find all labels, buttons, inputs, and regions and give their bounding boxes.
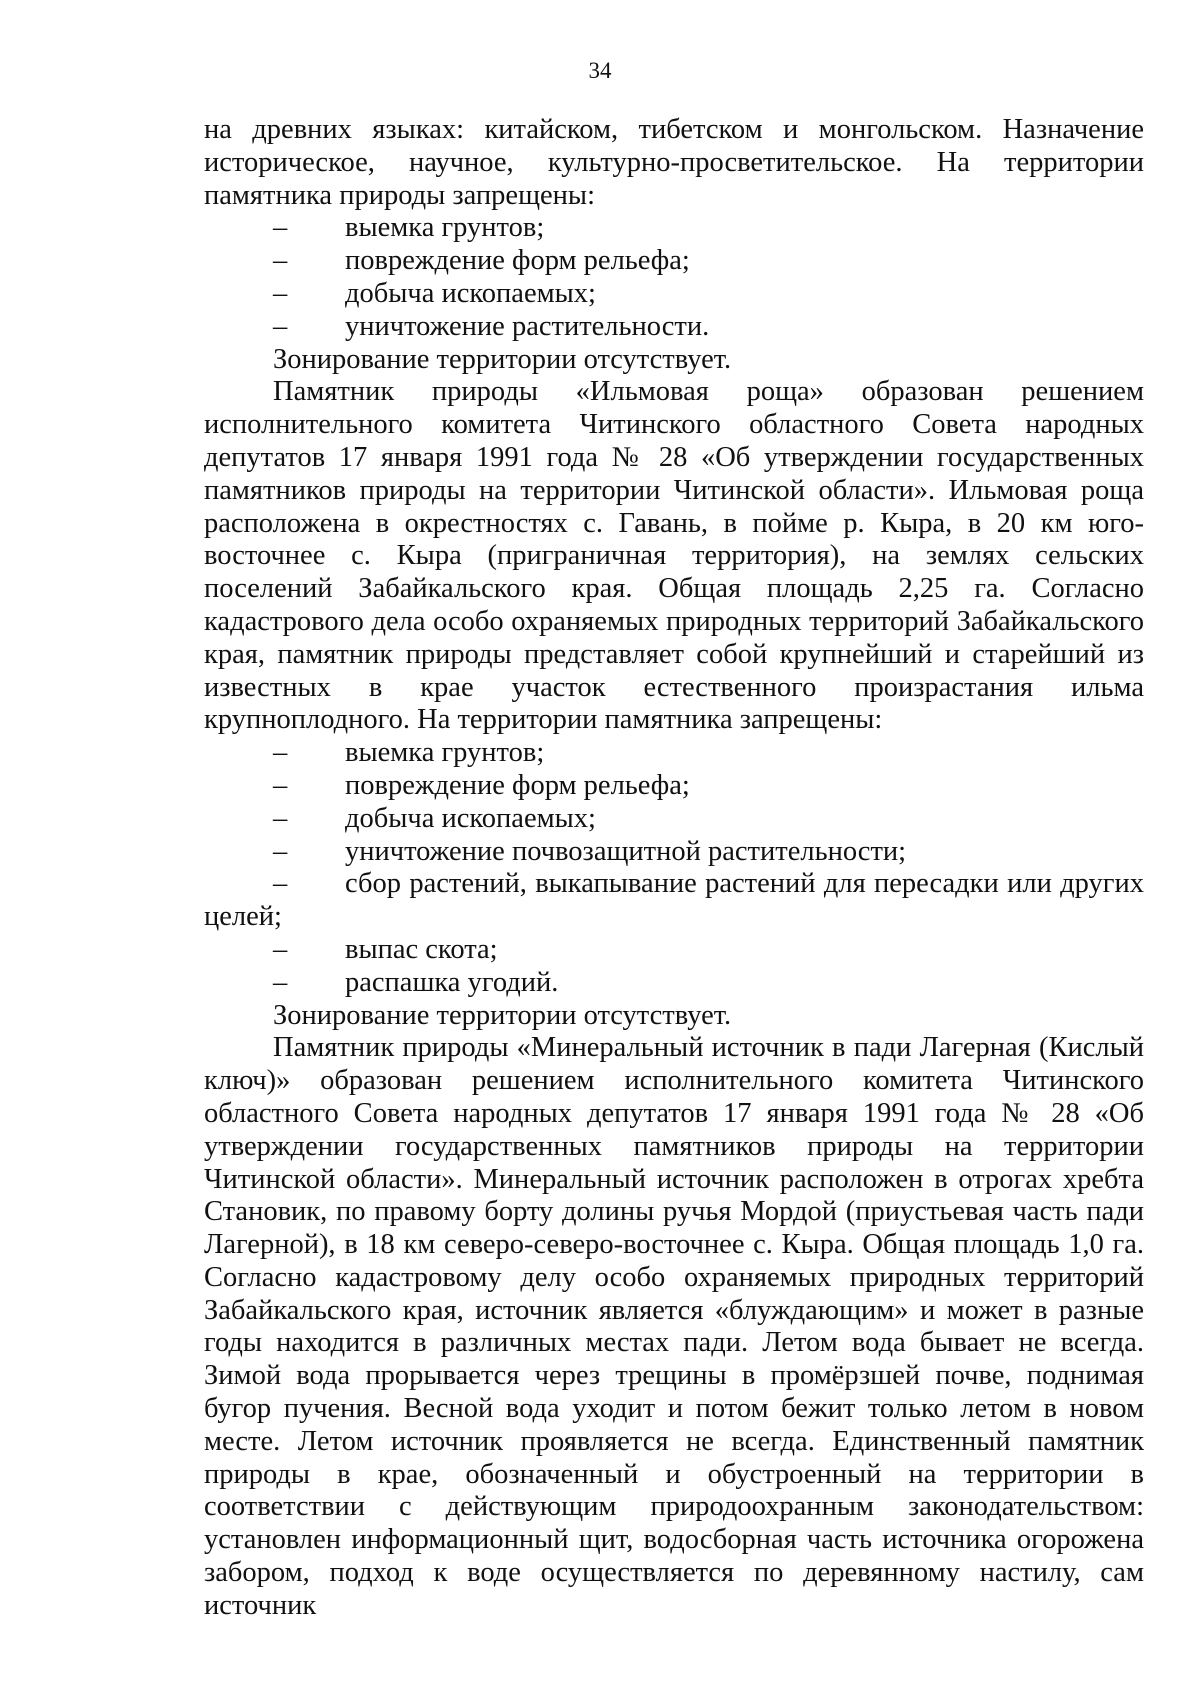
dash-marker: –: [273, 310, 288, 342]
list-item: [204, 868, 1144, 934]
list-item-text: уничтожение почвозащитной растительности;: [345, 835, 907, 867]
list-item: [204, 836, 1144, 869]
list-item: [204, 278, 1144, 311]
dash-marker: –: [273, 277, 288, 309]
list-item: [204, 737, 1144, 770]
list-item: [204, 245, 1144, 278]
list-item: [204, 212, 1144, 245]
list-item-text: добыча ископаемых;: [345, 802, 596, 834]
dash-marker: –: [273, 868, 288, 900]
prohibitions-list-1: [204, 212, 1144, 343]
dash-marker: –: [273, 835, 288, 867]
paragraph-intro: на древних языках: китайском, тибетском и монгольском. Назначение историческое, научное, культурно-просветительское. На территории памятника природы запрещены:: [204, 114, 1144, 211]
dash-marker: –: [273, 966, 288, 998]
list-item-text: добыча ископаемых;: [345, 277, 596, 309]
paragraph-ilmovaya-roshcha: Памятник природы «Ильмовая роща» образован решением исполнительного комитета Читинского областного Совета народных депутатов 17 января 1991 года № 28 «Об утверждении государственных памятников природы на территории Читинской области». Ильмовая роща расположена в окрестностях с. Гавань, в пойме р. Кыра, в 20 км юго-восточнее с. Кыра (приграничная территория), на землях сельских поселений Забайкальского края. Общая площадь 2,25 га. Согласно кадастрового дела особо охраняемых природных территорий Забайкальского края, памятник природы представляет собой крупнейший и старейший из известных в крае участок естественного произрастания ильма крупноплодного. На территории памятника запрещены:: [204, 376, 1144, 736]
list-item: [204, 311, 1144, 344]
page-number: 34: [588, 58, 612, 83]
dash-marker: –: [273, 769, 288, 801]
list-item: [204, 803, 1144, 836]
list-item-text: распашка угодий.: [345, 966, 559, 998]
document-body: [204, 114, 1144, 1623]
dash-marker: –: [273, 212, 288, 244]
prohibitions-list-2: [204, 737, 1144, 999]
dash-marker: –: [273, 737, 288, 769]
dash-marker: –: [273, 245, 288, 277]
list-item-text: выемка грунтов;: [345, 737, 545, 769]
list-item: [204, 934, 1144, 967]
list-item-text: выемка грунтов;: [345, 212, 545, 244]
list-item-text: уничтожение растительности.: [345, 310, 710, 342]
list-item: [204, 967, 1144, 1000]
list-item-text: повреждение форм рельефа;: [345, 769, 690, 801]
dash-marker: –: [273, 802, 288, 834]
list-item-text: сбор растений, выкапывание растений для пересадки или других целей;: [204, 868, 1144, 933]
list-item-text: повреждение форм рельефа;: [345, 245, 690, 277]
dash-marker: –: [273, 933, 288, 965]
zoning-statement-1: Зонирование территории отсутствует.: [273, 343, 732, 375]
zoning-statement-2: Зонирование территории отсутствует.: [273, 999, 732, 1031]
list-item-text: выпас скота;: [345, 933, 498, 965]
paragraph-mineral-spring: Памятник природы «Минеральный источник в пади Лагерная (Кислый ключ)» образован решением исполнительного комитета Читинского областного Совета народных депутатов 17 января 1991 года № 28 «Об утверждении государственных памятников природы на территории Читинской области». Минеральный источник расположен в отрогах хребта Становик, по правому борту долины ручья Мордой (приустьевая часть пади Лагерной), в 18 км северо-северо-восточнее с. Кыра. Общая площадь 1,0 га. Согласно кадастровому делу особо охраняемых природных территорий Забайкальского края, источник является «блуждающим» и может в разные годы находится в различных местах пади. Летом вода бывает не всегда. Зимой вода прорывается через трещины в промёрзшей почве, поднимая бугор пучения. Весной вода уходит и потом бежит только летом в новом месте. Летом источник проявляется не всегда. Единственный памятник природы в крае, обозначенный и обустроенный на территории в соответствии с действующим природоохранным законодательством: установлен информационный щит, водосборная часть источника огорожена забором, подход к воде осуществляется по деревянному настилу, сам источник: [204, 1032, 1144, 1621]
list-item: [204, 770, 1144, 803]
